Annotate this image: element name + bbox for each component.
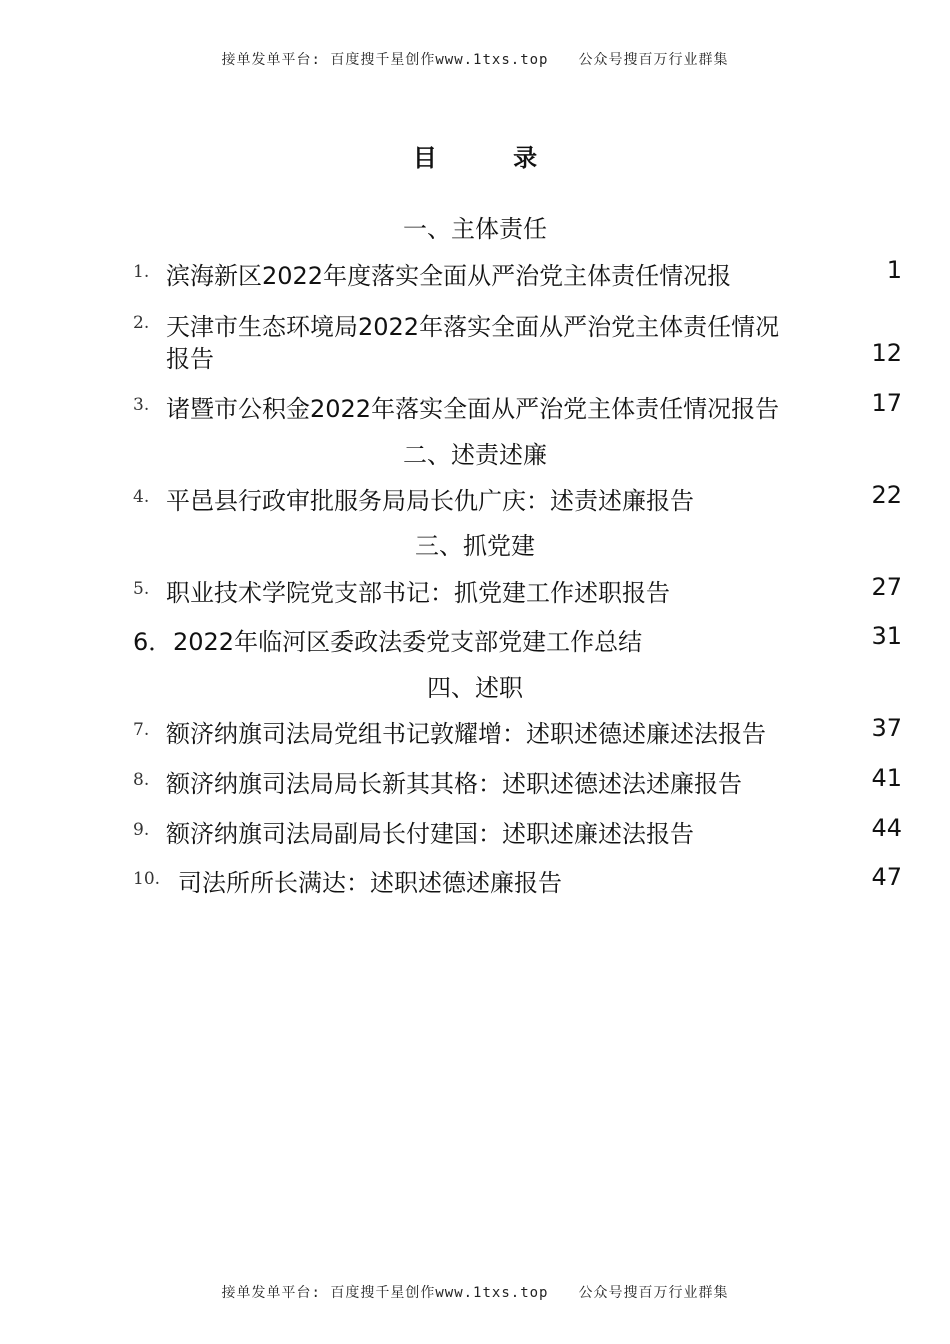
toc-entry[interactable] — [0, 814, 950, 850]
entry-page: 1 — [886, 256, 902, 284]
entry-title: 天津市生态环境局2022年落实全面从严治党主体责任情况 — [166, 313, 780, 341]
toc-entry[interactable] — [0, 764, 950, 800]
section-heading: 四、述职 — [427, 674, 523, 702]
entry-number: 6． — [133, 628, 173, 656]
entry-page: 17 — [871, 389, 902, 417]
entry-page: 37 — [871, 714, 902, 742]
section-heading: 三、抓党建 — [415, 532, 535, 560]
entry-title: 额济纳旗司法局党组书记敦耀增：述职述德述廉述法报告 — [166, 720, 766, 748]
toc-entry[interactable] — [0, 256, 950, 292]
entry-page: 12 — [871, 339, 902, 367]
entry-title: 滨海新区2022年度落实全面从严治党主体责任情况报 — [166, 262, 732, 290]
entry-number: 2. — [133, 313, 150, 333]
toc-title: 目 录 — [412, 144, 572, 172]
toc-entry[interactable] — [0, 481, 950, 517]
entry-page: 47 — [871, 863, 902, 891]
entry-number: 1. — [133, 262, 150, 282]
header-right-text: 公众号搜百万行业群集 — [578, 52, 729, 68]
entry-number: 5. — [133, 579, 150, 599]
page-header — [0, 49, 950, 69]
entry-page: 41 — [871, 764, 902, 792]
entry-number: 4. — [133, 487, 150, 507]
entry-title: 职业技术学院党支部书记：抓党建工作述职报告 — [166, 579, 670, 607]
section-heading: 一、主体责任 — [403, 215, 547, 243]
footer-right-text: 公众号搜百万行业群集 — [578, 1285, 729, 1301]
entry-number: 8. — [133, 770, 150, 790]
entry-title: 诸暨市公积金2022年落实全面从严治党主体责任情况报告 — [166, 395, 780, 423]
toc-entry[interactable] — [0, 307, 950, 375]
entry-number: 9. — [133, 820, 150, 840]
entry-title: 司法所所长满达：述职述德述廉报告 — [178, 869, 562, 897]
toc-entry[interactable] — [0, 714, 950, 750]
entry-title-continued: 报告 — [166, 345, 214, 373]
entry-number: 3. — [133, 395, 150, 415]
toc-entry[interactable] — [0, 573, 950, 609]
page-footer — [0, 1282, 950, 1302]
entry-page: 44 — [871, 814, 902, 842]
toc-entry[interactable] — [0, 389, 950, 425]
entry-page: 31 — [871, 622, 902, 650]
entry-page: 22 — [871, 481, 902, 509]
entry-title: 额济纳旗司法局局长新其其格：述职述德述法述廉报告 — [166, 770, 742, 798]
toc-entry[interactable] — [0, 863, 950, 899]
entry-page: 27 — [871, 573, 902, 601]
toc-entry[interactable] — [0, 622, 950, 658]
entry-number: 10. — [133, 869, 161, 889]
entry-title: 平邑县行政审批服务局局长仇广庆：述责述廉报告 — [166, 487, 694, 515]
header-left-text: 接单发单平台: 百度搜千星创作www.1txs.top — [221, 52, 549, 68]
section-heading: 二、述责述廉 — [403, 441, 547, 469]
entry-number: 7. — [133, 720, 150, 740]
entry-title: 额济纳旗司法局副局长付建国：述职述廉述法报告 — [166, 820, 694, 848]
footer-left-text: 接单发单平台: 百度搜千星创作www.1txs.top — [221, 1285, 549, 1301]
entry-title: 2022年临河区委政法委党支部党建工作总结 — [173, 628, 643, 656]
